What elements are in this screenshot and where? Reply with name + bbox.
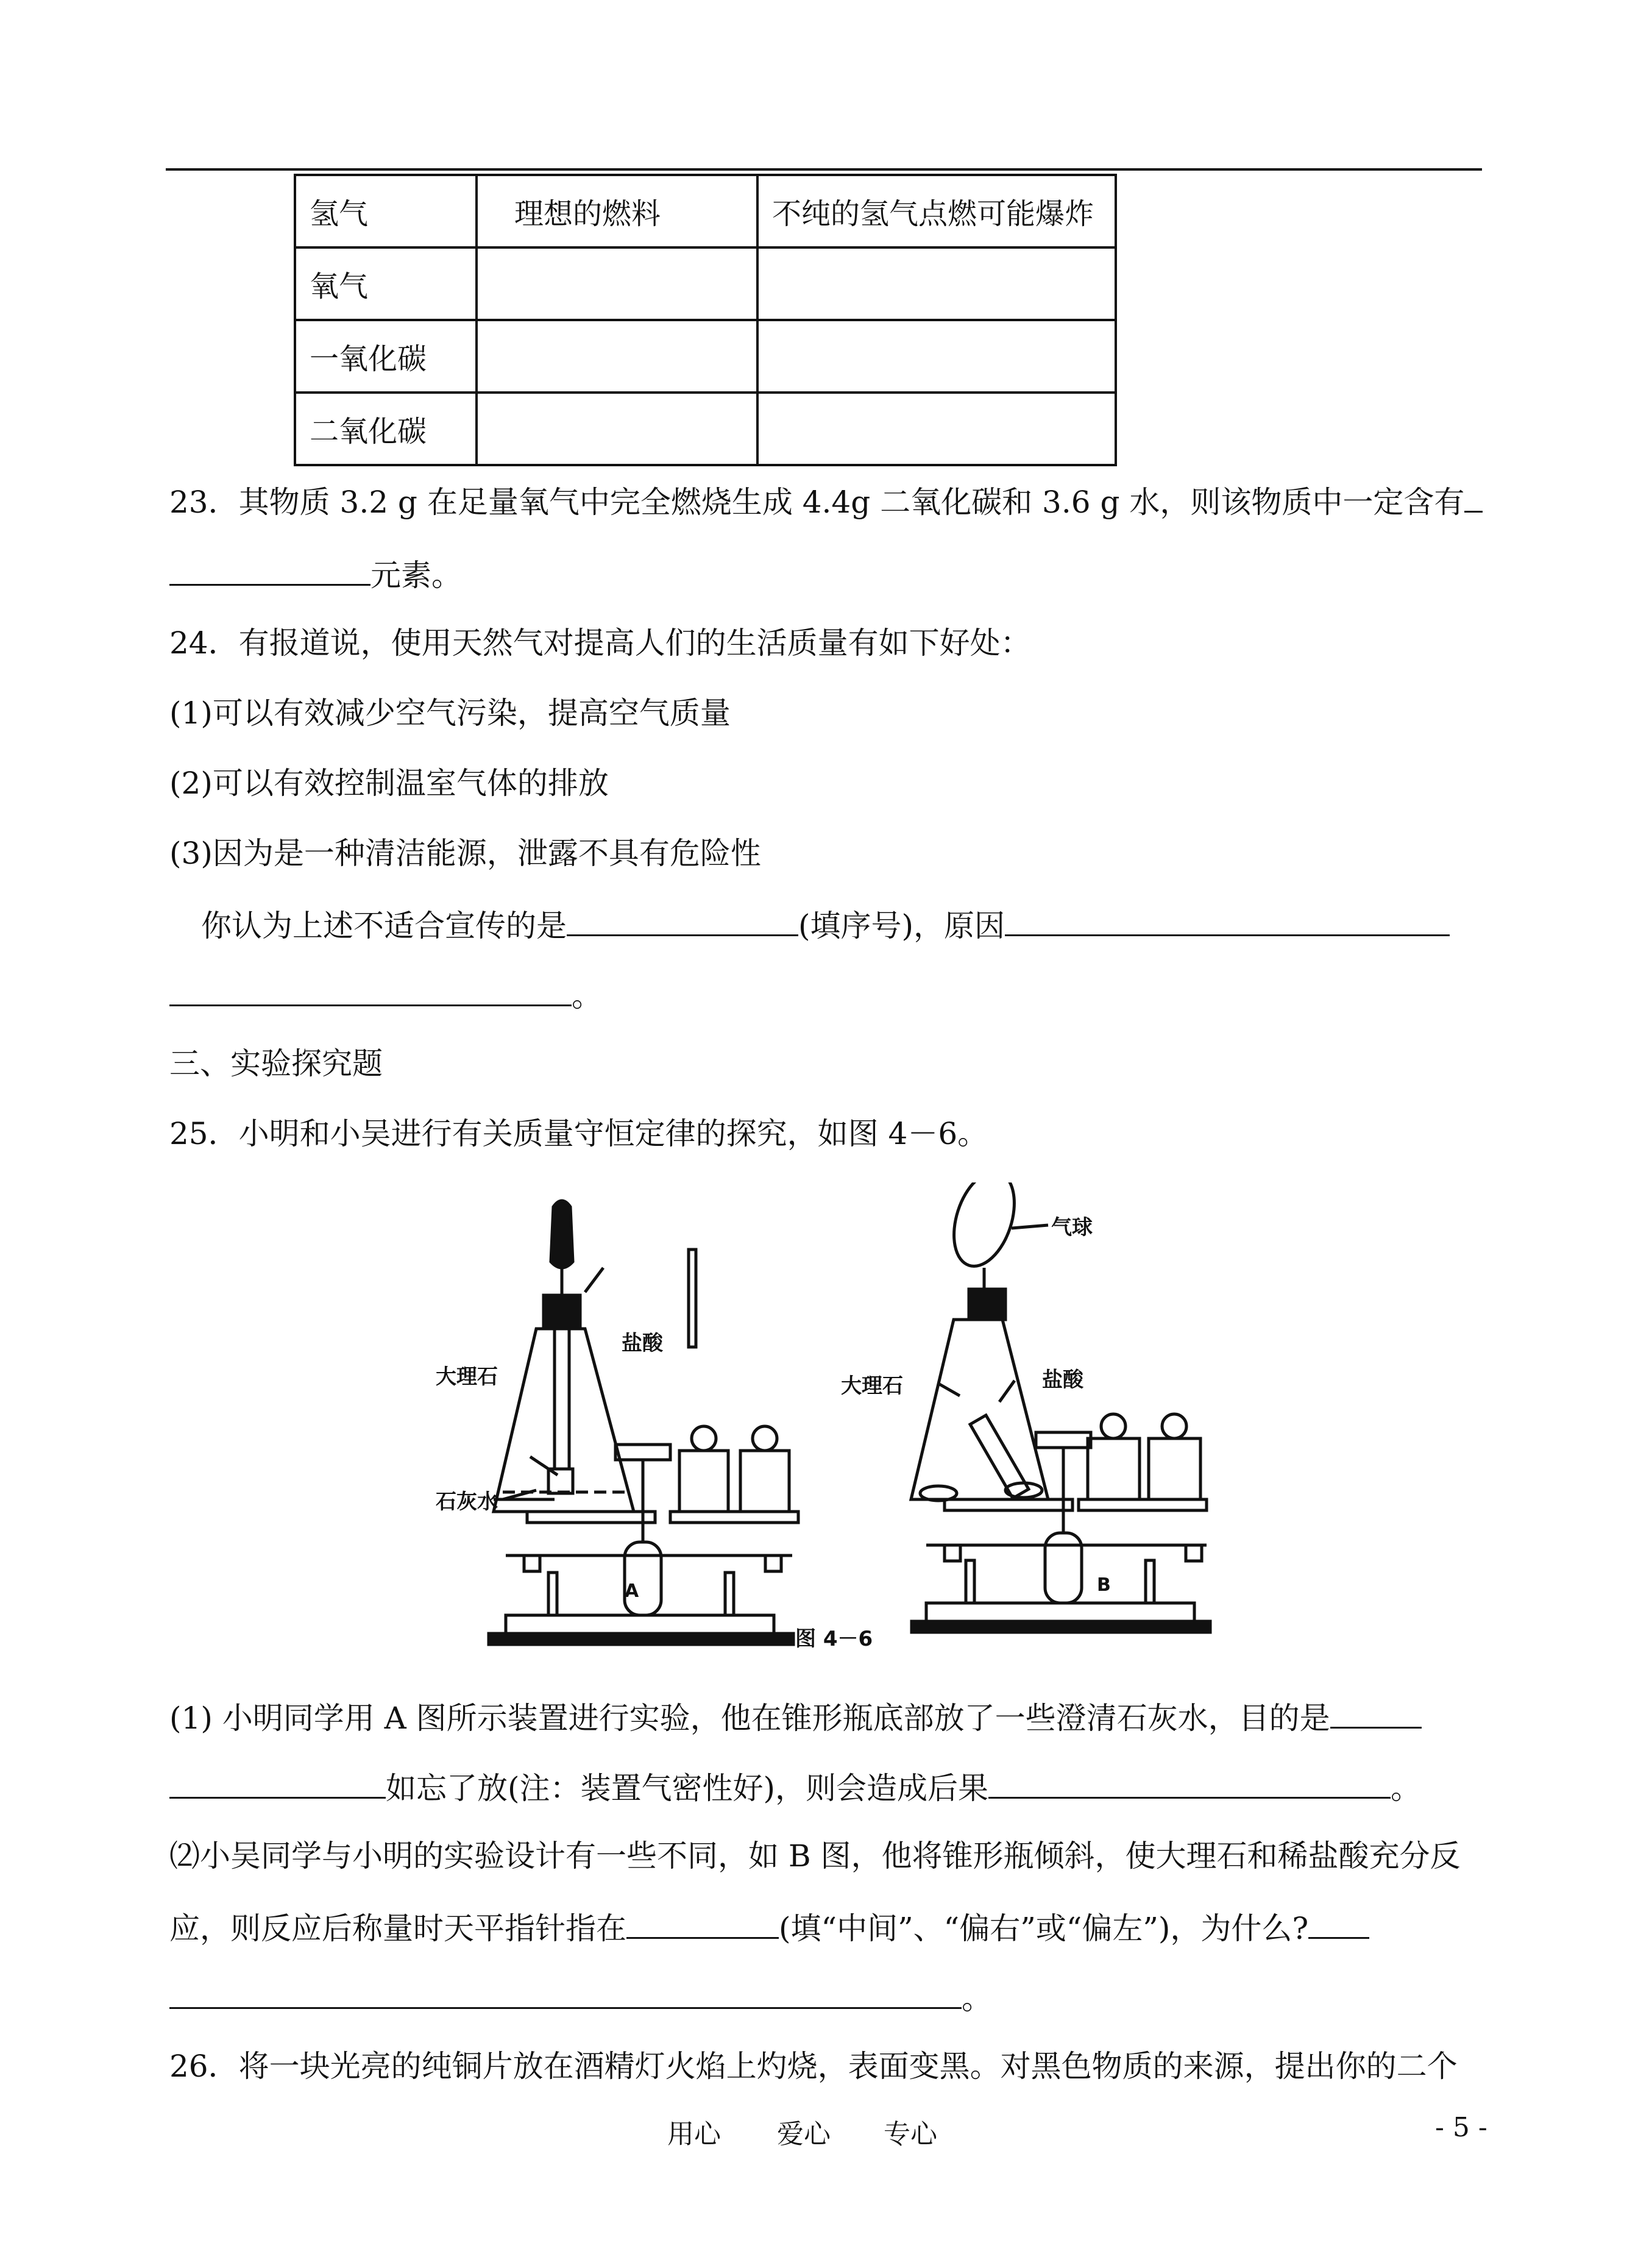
footer-motto-2: 爱心 <box>777 2119 831 2150</box>
balance-a-icon <box>489 1201 798 1644</box>
figure-caption: 图 4－6 <box>795 1627 873 1651</box>
table-cell-name: 二氧化碳 <box>295 393 477 465</box>
table-cell-note: 不纯的氢气点燃可能爆炸 <box>757 175 1116 247</box>
table-cell-note <box>757 247 1116 320</box>
footer-motto-3: 专心 <box>884 2119 937 2150</box>
label-hcl-b: 盐酸 <box>1042 1368 1083 1392</box>
label-b: B <box>1097 1574 1111 1596</box>
q25-p2-text2: (填“中间”、“偏右”或“偏左”)，为什么? <box>779 1911 1309 1946</box>
figure-4-6 <box>402 1182 1280 1670</box>
label-a: A <box>625 1580 639 1602</box>
table-cell-name: 氧气 <box>295 247 477 320</box>
table-cell-use <box>477 393 757 465</box>
q24-end-line <box>169 975 602 1014</box>
table-row <box>295 175 1116 247</box>
label-lime: 石灰水 <box>436 1490 498 1514</box>
label-balloon: 气球 <box>1051 1215 1093 1240</box>
answer-blank[interactable] <box>567 905 798 936</box>
q23-line2 <box>169 555 462 594</box>
q25-intro: 25．小明和小吴进行有关质量守恒定律的探究，如图 4－6。 <box>169 1116 988 1151</box>
q26-line1: 26．将一块光亮的纯铜片放在酒精灯火焰上灼烧，表面变黑。对黑色物质的来源，提出你的二个 <box>169 2049 1458 2084</box>
answer-blank[interactable] <box>169 975 572 1006</box>
table-row <box>295 247 1116 320</box>
answer-blank[interactable] <box>169 1768 386 1799</box>
q24-ask <box>201 905 1450 944</box>
q23-suffix: 元素。 <box>370 558 462 593</box>
q24-ask-text2: (填序号)，原因 <box>798 908 1005 944</box>
q24-end: 。 <box>572 978 602 1014</box>
footer-motto-1: 用心 <box>667 2119 721 2150</box>
q24-ask-text: 你认为上述不适合宣传的是 <box>201 908 567 944</box>
answer-blank[interactable] <box>1005 905 1450 936</box>
q24-item3: (3)因为是一种清洁能源，泄露不具有危险性 <box>169 836 761 871</box>
label-marble-b: 大理石 <box>841 1374 903 1398</box>
answer-blank[interactable] <box>1464 482 1483 513</box>
section-title: 三、实验探究题 <box>169 1046 383 1081</box>
q25-p1-line2 <box>169 1768 1421 1807</box>
header-rule <box>166 168 1482 171</box>
table-row <box>295 320 1116 393</box>
table-cell-use <box>477 247 757 320</box>
answer-blank[interactable] <box>169 1978 962 2009</box>
q25-p1-end: 。 <box>1391 1771 1422 1806</box>
table-cell-use <box>477 320 757 393</box>
q25-p2-text: 应，则反应后称量时天平指针指在 <box>169 1911 626 1946</box>
q24-item1: (1)可以有效减少空气污染，提高空气质量 <box>169 695 731 731</box>
table-cell-note <box>757 393 1116 465</box>
table-row <box>295 393 1116 465</box>
label-hcl-a: 盐酸 <box>622 1331 663 1356</box>
q25-p2-line1: ⑵小吴同学与小明的实验设计有一些不同，如 B 图，他将锥形瓶倾斜，使大理石和稀盐酸充分反 <box>169 1838 1461 1874</box>
table-cell-note <box>757 320 1116 393</box>
q25-p2-line2 <box>169 1908 1369 1947</box>
gas-properties-table <box>294 174 1117 466</box>
table-cell-use: 理想的燃料 <box>477 175 757 247</box>
q25-p1-line1 <box>169 1697 1422 1737</box>
q25-p2-end: 。 <box>962 1981 992 2016</box>
answer-blank[interactable] <box>1330 1697 1422 1729</box>
answer-blank[interactable] <box>988 1768 1391 1799</box>
table-cell-name: 一氧化碳 <box>295 320 477 393</box>
label-marble-a: 大理石 <box>436 1365 498 1389</box>
q23-line1 <box>169 482 1483 521</box>
answer-blank[interactable] <box>169 555 370 586</box>
answer-blank[interactable] <box>626 1908 779 1939</box>
answer-blank[interactable] <box>1308 1908 1369 1939</box>
q25-p1-text: (1) 小明同学用 A 图所示装置进行实验，他在锥形瓶底部放了一些澄清石灰水，目的是 <box>169 1701 1330 1736</box>
q25-p1-text2: 如忘了放(注：装置气密性好)，则会造成后果 <box>386 1771 989 1806</box>
q24-item2: (2)可以有效控制温室气体的排放 <box>169 766 609 801</box>
balance-b-icon <box>911 1182 1210 1632</box>
q24-intro: 24．有报道说，使用天然气对提高人们的生活质量有如下好处： <box>169 625 1031 661</box>
q23-text: 23．其物质 3.2 g 在足量氧气中完全燃烧生成 4.4g 二氧化碳和 3.6 g 水，则该物质中一定含有 <box>169 485 1465 520</box>
page-number: - 5 - <box>1435 2112 1487 2143</box>
q25-p2-line3 <box>169 1978 992 2017</box>
table-cell-name: 氢气 <box>295 175 477 247</box>
